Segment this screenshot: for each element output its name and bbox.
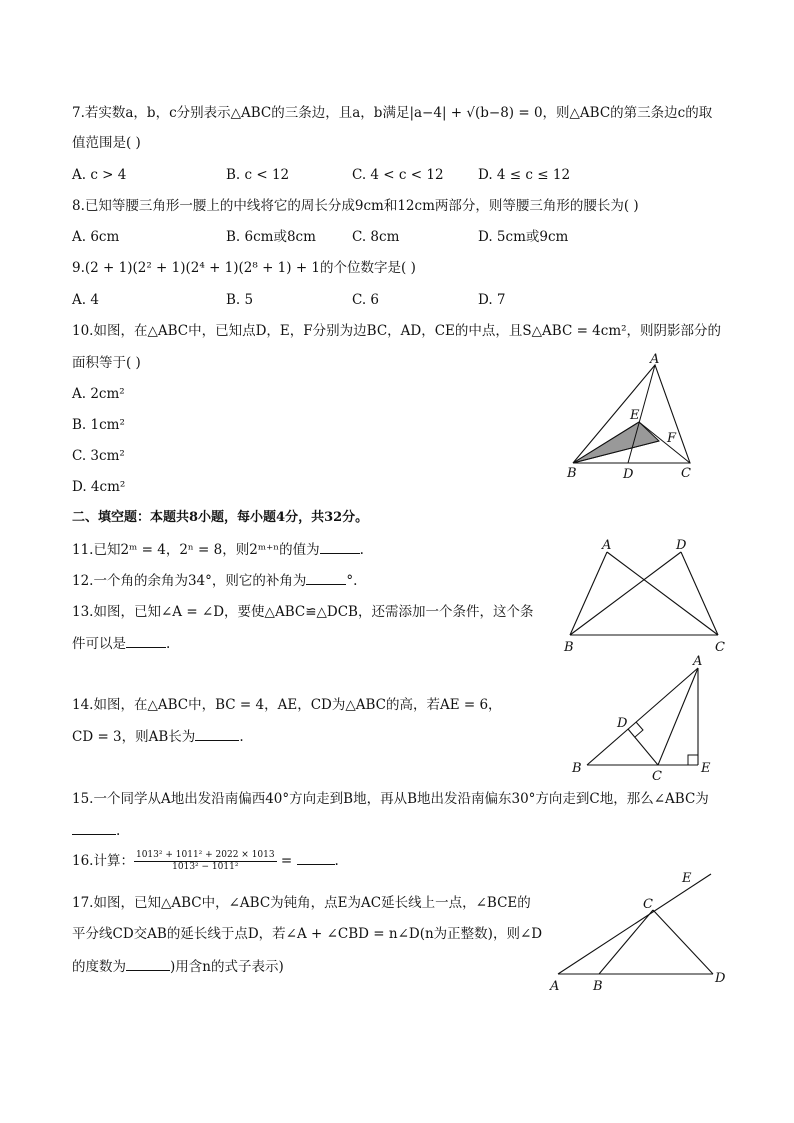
q10-label-b: B: [567, 466, 577, 481]
q17-label-a: A: [550, 979, 560, 994]
q10-option-c: C. 3cm²: [72, 448, 125, 464]
q8-line1: 8.已知等腰三角形一腰上的中线将它的周长分成9cm和12cm两部分，则等腰三角形的腰长为( ): [72, 198, 639, 214]
q17-line2: 平分线CD交AB的延长线于点D，若∠A + ∠CBD = n∠D(n为正整数)，则∠D: [72, 926, 543, 942]
q13-segment-dc: [681, 552, 718, 635]
q17-label-e: E: [682, 871, 692, 886]
figure-q10-triangle: [560, 352, 710, 485]
q9-option-b: B. 5: [226, 292, 254, 308]
q13-text2: 件可以是: [72, 636, 126, 652]
q10-label-e: E: [630, 408, 640, 423]
q8-option-a: A. 6cm: [72, 229, 120, 245]
q7-option-d: D. 4 ≤ c ≤ 12: [478, 167, 571, 183]
q14-right-angle-e: [688, 755, 698, 765]
q11-text: 11.已知2ᵐ = 4，2ⁿ = 8，则2ᵐ⁺ⁿ的值为: [72, 542, 320, 558]
q14-label-b: B: [572, 761, 582, 776]
figure-q17-triangle: [545, 868, 735, 998]
q13-label-d: D: [676, 538, 687, 553]
q9-option-d: D. 7: [478, 292, 506, 308]
q16-end: .: [334, 853, 339, 869]
q10-line1: 10.如图，在△ABC中，已知点D，E，F分别为边BC，AD，CE的中点，且S△ABC = 4cm²，则阴影部分的: [72, 323, 722, 339]
q10-label-d: D: [623, 467, 634, 482]
q14-label-c: C: [652, 769, 662, 784]
q13-label-b: B: [564, 640, 574, 655]
q9-option-a: A. 4: [72, 292, 99, 308]
q13-end: .: [166, 636, 171, 652]
q7-option-c: C. 4 < c < 12: [352, 167, 444, 183]
q16-answer-blank[interactable]: [297, 851, 335, 865]
q14-label-d: D: [617, 716, 628, 731]
q17-segment-ae: [558, 874, 711, 974]
q9-line1: 9.(2 + 1)(2² + 1)(2⁴ + 1)(2⁸ + 1) + 1的个位数字是( ): [72, 260, 416, 276]
q10-option-b: B. 1cm²: [72, 417, 125, 433]
q12-answer-blank[interactable]: [306, 571, 346, 585]
q8-option-b: B. 6cm或8cm: [226, 229, 316, 245]
q13-line2: [72, 634, 170, 653]
q10-option-a: A. 2cm²: [72, 386, 125, 402]
q8-option-d: D. 5cm或9cm: [478, 229, 569, 245]
q16-equals: =: [280, 853, 293, 869]
q15-answer-blank[interactable]: [72, 821, 116, 835]
q13-answer-blank[interactable]: [126, 634, 166, 648]
q14-line1: 14.如图，在△ABC中，BC = 4，AE，CD为△ABC的高，若AE = 6，: [72, 697, 502, 713]
q10-line2: 面积等于( ): [72, 355, 141, 371]
q17-end: )用含n的式子表示): [170, 959, 284, 975]
q15-line1: 15.一个同学从A地出发沿南偏西40°方向走到B地，再从B地出发沿南偏东30°方向走到C地，那么∠ABC为: [72, 791, 709, 807]
q7-option-b: B. c < 12: [226, 167, 290, 183]
q14-text2: CD = 3，则AB长为: [72, 729, 196, 745]
q10-label-c: C: [681, 466, 691, 481]
q7-line2: 值范围是( ): [72, 135, 141, 151]
figure-q14-triangle: [565, 650, 725, 784]
q12-text: 12.一个角的余角为34°，则它的补角为: [72, 573, 307, 589]
q11-end: .: [359, 542, 364, 558]
q11-line: [72, 540, 364, 559]
q11-answer-blank[interactable]: [320, 540, 360, 554]
q16-fraction: [134, 850, 277, 873]
q9-option-c: C. 6: [352, 292, 380, 308]
q13-segment-ac: [607, 552, 718, 635]
q7-option-a: A. c > 4: [72, 167, 127, 183]
q14-line2: [72, 727, 244, 746]
q14-right-angle-d: [635, 722, 643, 737]
q15-end: .: [116, 823, 121, 839]
q16-denominator: 1013² − 1011²: [172, 862, 239, 872]
q17-segment-cd: [653, 910, 713, 974]
q14-segment-ba: [587, 668, 698, 765]
q15-line2: [72, 821, 120, 840]
q12-line: [72, 571, 357, 590]
q13-label-c: C: [715, 640, 725, 655]
q17-label-c: C: [643, 897, 653, 912]
q10-label-f: F: [667, 431, 677, 446]
q14-label-a: A: [693, 654, 703, 669]
q17-answer-blank[interactable]: [126, 957, 170, 971]
q12-end: °.: [346, 573, 358, 589]
q14-answer-blank[interactable]: [195, 727, 239, 741]
q16-line: [72, 850, 339, 873]
q13-line1: 13.如图，已知∠A = ∠D，要使△ABC≌△DCB，还需添加一个条件，这个条: [72, 604, 534, 620]
q14-end: .: [239, 729, 244, 745]
q16-text: 16.计算：: [72, 853, 134, 869]
q17-text3: 的度数为: [72, 959, 126, 975]
q17-line1: 17.如图，已知△ABC中，∠ABC为钝角，点E为AC延长线上一点，∠BCE的: [72, 895, 531, 911]
q14-segment-cd: [628, 729, 658, 765]
q10-option-d: D. 4cm²: [72, 479, 126, 495]
q14-label-e: E: [701, 761, 711, 776]
figure-q13-triangles: [560, 538, 730, 656]
q17-label-d: D: [715, 971, 726, 986]
q8-option-c: C. 8cm: [352, 229, 400, 245]
q17-line3: [72, 957, 284, 976]
section-fill-in-title: 二、填空题：本题共8小题，每小题4分，共32分。: [72, 510, 369, 525]
q13-segment-db: [570, 552, 681, 635]
q14-segment-ac: [658, 668, 698, 765]
q7-line1: 7.若实数a，b，c分别表示△ABC的三条边，且a，b满足|a−4| + √(b−8) = 0，则△ABC的第三条边c的取: [72, 105, 713, 121]
q13-label-a: A: [602, 538, 612, 553]
q10-label-a: A: [650, 352, 660, 367]
q13-segment-ab: [570, 552, 607, 635]
q16-numerator: 1013² + 1011² + 2022 × 1013: [135, 850, 275, 860]
q17-label-b: B: [593, 979, 603, 994]
